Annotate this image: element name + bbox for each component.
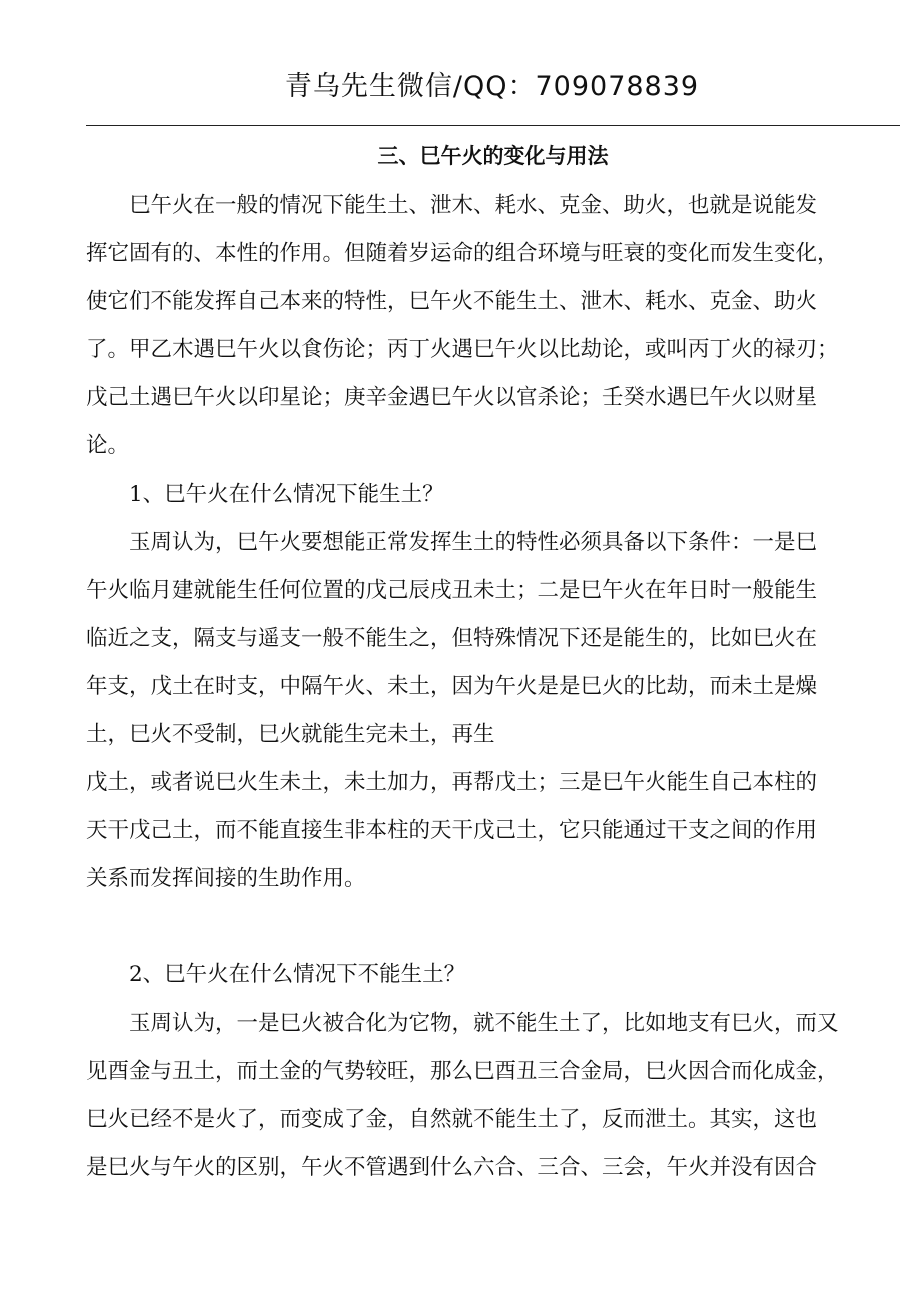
- paragraph-line: 土，巳火不受制，巳火就能生完未土，再生: [86, 722, 495, 748]
- paragraph-line: 使它们不能发挥自己本来的特性，巳午火不能生土、泄木、耗水、克金、助火: [86, 289, 818, 315]
- header-divider: [86, 125, 900, 126]
- page-header: 青乌先生微信/QQ：709078839: [284, 71, 700, 102]
- paragraph-line: 巳火已经不是火了，而变成了金，自然就不能生土了，反而泄土。其实，这也: [86, 1106, 818, 1132]
- paragraph-line: 玉周认为，一是巳火被合化为它物，就不能生土了，比如地支有巳火，而又: [129, 1010, 839, 1036]
- paragraph-line: 巳午火在一般的情况下能生土、泄木、耗水、克金、助火，也就是说能发: [129, 193, 818, 218]
- document-body: [86, 182, 878, 1192]
- blank-line: [86, 903, 878, 951]
- paragraph-line: 临近之支，隔支与遥支一般不能生之，但特殊情况下还是能生的，比如巳火在: [86, 625, 818, 651]
- paragraph-3: [86, 1000, 878, 1192]
- paragraph-line: 年支，戊土在时支，中隔午火、未土，因为午火是是巳火的比劫，而未土是燥: [86, 673, 818, 699]
- paragraph-line: 午火临月建就能生任何位置的戊己辰戌丑未土；二是巳午火在年日时一般能生: [86, 577, 818, 603]
- paragraph-line: 戊土，或者说巳火生未土，未土加力，再帮戊土；三是巳午火能生自己本柱的: [86, 770, 818, 796]
- paragraph-line: 见酉金与丑土，而土金的气势较旺，那么巳酉丑三合金局，巳火因合而化成金，: [86, 1058, 839, 1084]
- paragraph-line: 了。甲乙木遇巳午火以食伤论；丙丁火遇巳午火以比劫论，或叫丙丁火的禄刃；: [86, 337, 839, 363]
- paragraph-2: [86, 519, 878, 904]
- question-heading-2: 2、巳午火在什么情况下不能生土？: [129, 962, 466, 988]
- paragraph-line: 天干戊己土，而不能直接生非本柱的天干戊己土，它只能通过干支之间的作用: [86, 818, 818, 844]
- paragraph-line: 论。: [86, 433, 130, 459]
- paragraph-line: 关系而发挥间接的生助作用。: [86, 866, 366, 892]
- paragraph-1: [86, 182, 878, 471]
- paragraph-line: 玉周认为，巳午火要想能正常发挥生土的特性必须具备以下条件：一是巳: [129, 529, 818, 555]
- paragraph-line: 挥它固有的、本性的作用。但随着岁运命的组合环境与旺衰的变化而发生变化，: [86, 241, 839, 267]
- question-heading-1: 1、巳午火在什么情况下能生土？: [129, 481, 444, 507]
- paragraph-line: 是巳火与午火的区别，午火不管遇到什么六合、三合、三会，午火并没有因合: [86, 1154, 818, 1180]
- paragraph-line: 戊己土遇巳午火以印星论；庚辛金遇巳午火以官杀论；壬癸水遇巳午火以财星: [86, 385, 818, 411]
- section-title: 三、巳午火的变化与用法: [377, 143, 609, 168]
